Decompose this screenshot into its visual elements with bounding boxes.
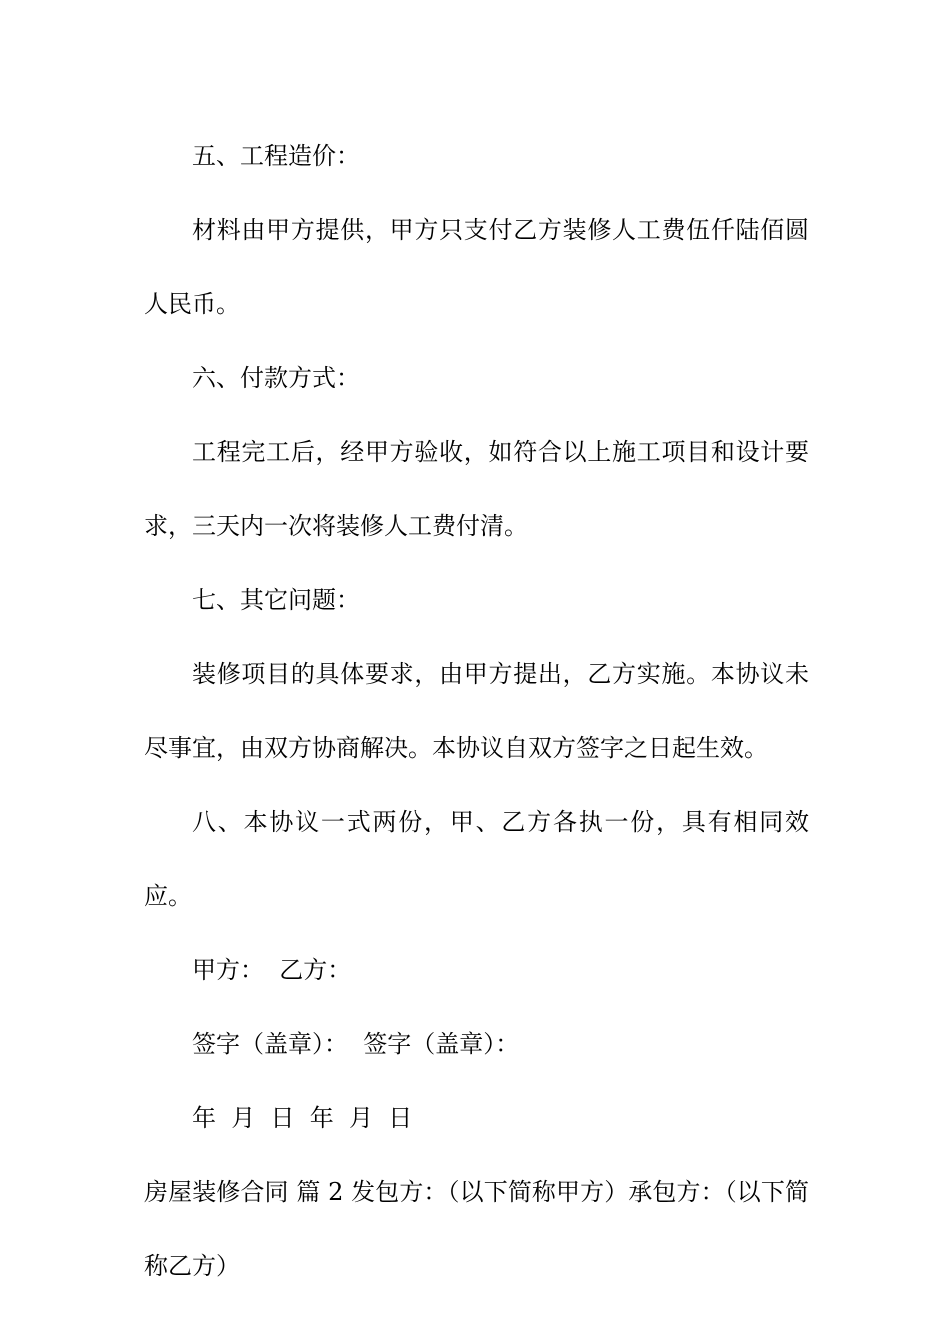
section-heading-payment-method: 六、付款方式：: [192, 364, 360, 392]
signature-date-line: 年 月 日 年 月 日: [192, 1104, 413, 1132]
signature-parties-line: 甲方： 乙方：: [192, 956, 352, 984]
contract-2-header: 房屋装修合同 篇 2 发包方：（以下简称甲方）承包方：（以下简称乙方）: [144, 1178, 809, 1280]
section-heading-other-issues: 七、其它问题：: [192, 586, 360, 614]
paragraph-copies-clause: 八、本协议一式两份，甲、乙方各执一份，具有相同效应。: [144, 808, 809, 910]
document-body: [144, 119, 809, 1303]
paragraph-project-cost: 材料由甲方提供，甲方只支付乙方装修人工费伍仟陆佰圆人民币。: [144, 216, 809, 318]
paragraph-other-issues: 装修项目的具体要求，由甲方提出，乙方实施。本协议未尽事宜，由双方协商解决。本协议自双方签字之日起生效。: [144, 660, 809, 762]
section-heading-project-cost: 五、工程造价：: [192, 142, 360, 170]
paragraph-payment-method: 工程完工后，经甲方验收，如符合以上施工项目和设计要求，三天内一次将装修人工费付清。: [144, 438, 809, 540]
signature-seal-line: 签字（盖章）： 签字（盖章）：: [192, 1030, 520, 1058]
